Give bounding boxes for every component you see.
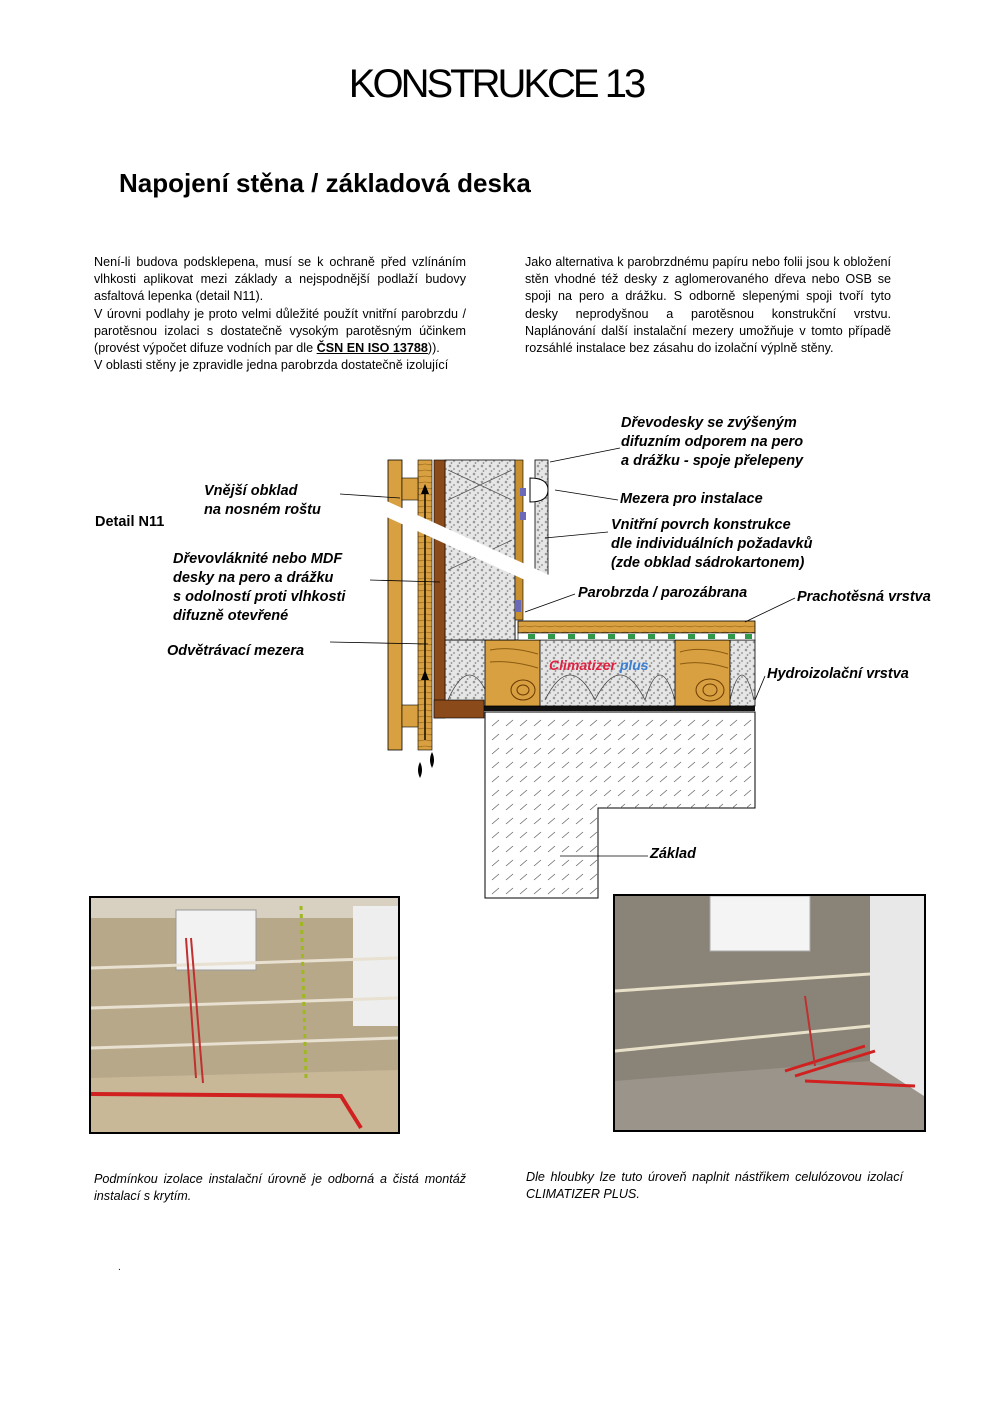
brand-logo: Climatizer plus (549, 657, 649, 673)
detail-label: Detail N11 (95, 514, 165, 530)
right-text: Jako alternativa k parobrzdnému papíru nebo folii jsou k obložení stěn vhodné též desky z aglomerovaného dřeva nebo OSB se spoji na pero a drážku. S odborně slepenými spoji tvoří tyto desky neprodyšnou a parotěsnou konstrukční vrstvu. Naplánování další instalační mezery umožňuje v tomto případě rozsáhlé instalace bez zásahu do izolační výplně stěny. (525, 255, 891, 356)
label-vapor-barrier: Parobrzda / parozábrana (578, 585, 748, 601)
label-hydroisolation: Hydroizolační vrstva (767, 666, 909, 682)
hydroisolation-layer (440, 706, 755, 711)
floor-beam-right (675, 640, 730, 706)
standard-link[interactable]: ČSN EN ISO 13788 (316, 341, 428, 356)
left-paragraph-1: Není-li budova podsklepena, musí se k ochraně před vzlínáním vlhkosti aplikovat mezi základy a nejspodnější podlaží budovy asfaltová lepenka (detail N11). (94, 255, 466, 304)
label-dust-layer: Prachotěsná vrstva (797, 589, 931, 605)
left-paragraph-2: V úrovni podlahy je proto velmi důležité použít vnitřní parobrzdu / parotěsnou izolaci s dostatečně vysokým parotěsným účinkem (provést výpočet difuze vodních par dle ČSN EN ISO 13788)). (94, 306, 466, 356)
label-wood-boards: Dřevodesky se zvýšeným difuzním odporem na pero a drážku - spoje přelepeny (621, 415, 804, 469)
photo-installation-osb (89, 896, 400, 1134)
left-paragraph-3: V oblasti stěny je zpravidle jedna parobrzda dostatečně izolující (94, 358, 449, 373)
footer-dot: . (118, 1262, 121, 1273)
label-ventilation-gap: Odvětrávací mezera (167, 643, 305, 659)
gypsum-board (535, 460, 548, 580)
label-fiber-boards: Dřevovláknité nebo MDF desky na pero a drážku s odolností proti vlhkosti difuzně otevřené (173, 551, 346, 624)
photo-cellulose-spray (613, 894, 926, 1132)
section-subtitle: Napojení stěna / základová deska (119, 168, 531, 198)
floor-beam-left (485, 640, 540, 706)
page-title: KONSTRUKCE 13 (348, 62, 644, 106)
caption-right: Dle hloubky lze tuto úroveň naplnit nástřikem celulózovou izolací CLIMATIZER PLUS. (526, 1170, 903, 1201)
floor-boards (518, 621, 755, 633)
label-foundation: Základ (650, 846, 696, 862)
caption-left: Podmínkou izolace instalační úrovně je odborná a čistá montáž instalací s krytím. (94, 1172, 466, 1203)
label-installation-gap: Mezera pro instalace (620, 491, 763, 507)
label-outer-cladding: Vnější obklad na nosném roštu (204, 483, 321, 518)
fiber-board (434, 460, 445, 718)
foundation (485, 712, 755, 898)
label-inner-surface: Vnitřní povrch konstrukce dle individuálních požadavků (zde obklad sádrokartonem) (611, 517, 813, 571)
